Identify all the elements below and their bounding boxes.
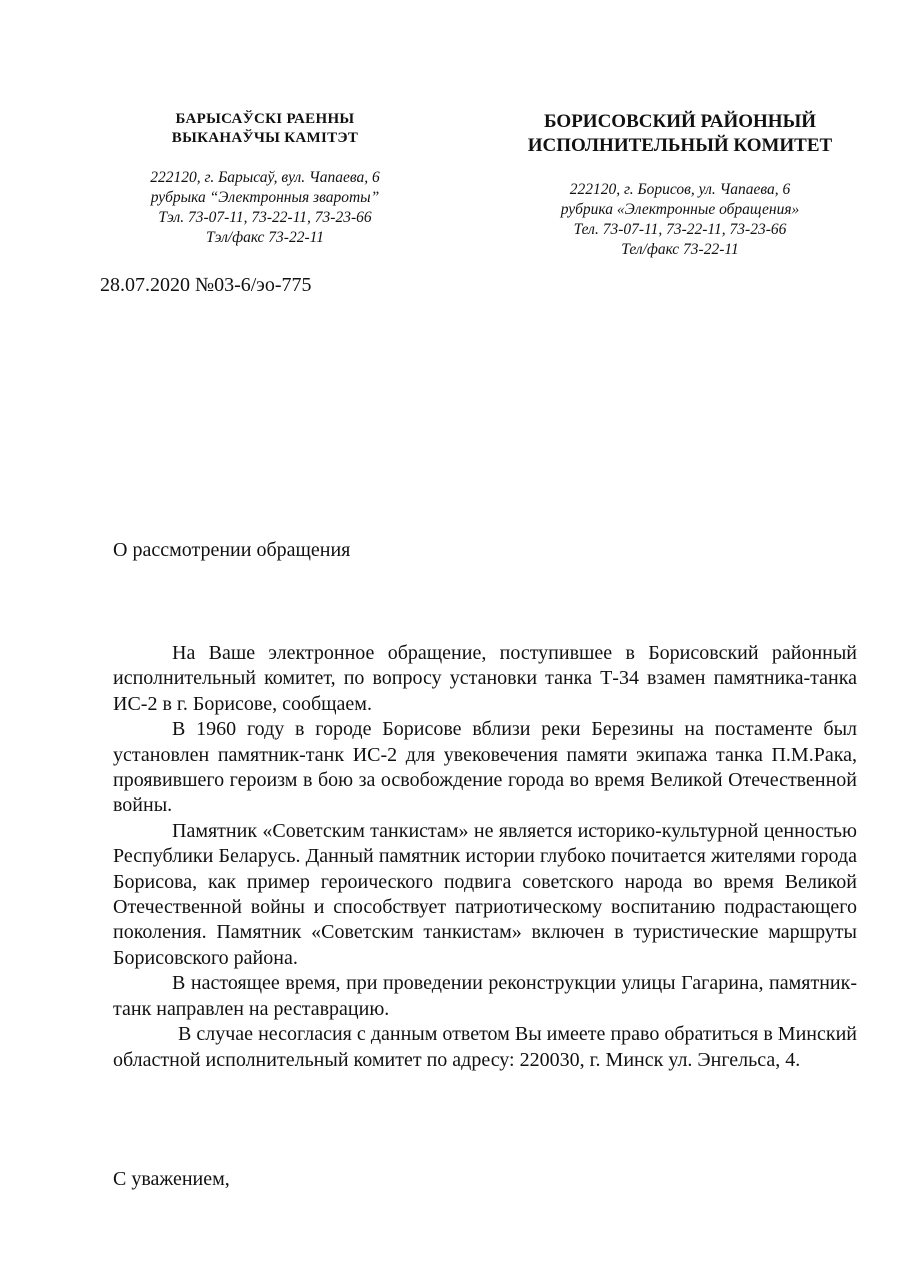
address-block-ru: [500, 180, 860, 260]
body-paragraph: В настоящее время, при проведении реконструкции улицы Гагарина, памятник-танк направлен на реставрацию.: [113, 972, 857, 1020]
org-name-ru-line-2: ИСПОЛНИТЕЛЬНЫЙ КОМИТЕТ: [527, 135, 833, 156]
body-paragraph: В случае несогласия с данным ответом Вы имеете право обратиться в Минский областной исполнительный комитет по адресу: 220030, г. Минск ул. Энгельса, 4.: [113, 1023, 857, 1071]
letterhead-belarusian: [100, 110, 430, 248]
letterhead-russian: [500, 110, 860, 260]
letter-body: [113, 641, 857, 1073]
address-ru-line: 222120, г. Борисов, ул. Чапаева, 6: [569, 181, 791, 198]
body-paragraph: В 1960 году в городе Борисове вблизи реки Березины на постаменте был установлен памятник-танк ИС-2 для увековечения памяти экипажа танка П.М.Рака, проявившего героизм в бою за освобождение города во время Великой Отечественной войны.: [113, 718, 857, 817]
org-name-ru-line-1: БОРИСОВСКИЙ РАЙОННЫЙ: [543, 111, 817, 132]
address-by-line: Тэл/факс 73-22-11: [206, 229, 324, 246]
org-name-by-line-1: БАРЫСАЎСКІ РАЕННЫ: [175, 111, 355, 127]
address-block-by: [100, 168, 430, 248]
address-ru-line: рубрика «Электронные обращения»: [560, 201, 800, 218]
address-by-line: 222120, г. Барысаў, вул. Чапаева, 6: [150, 169, 380, 186]
address-ru-line: Тел/факс 73-22-11: [621, 241, 739, 258]
org-name-by-line-2: ВЫКАНАЎЧЫ КАМІТЭТ: [171, 130, 359, 146]
letter-subject: О рассмотрении обращения: [113, 539, 351, 561]
address-by-line: рубрыка “Электронныя звароты”: [150, 189, 380, 206]
document-reference-number: 28.07.2020 №03-6/эо-775: [100, 274, 312, 296]
address-by-line: Тэл. 73-07-11, 73-22-11, 73-23-66: [158, 209, 372, 226]
body-paragraph: Памятник «Советским танкистам» не является историко-культурной ценностью Республики Беларусь. Данный памятник истории глубоко почитается жителями города Борисова, как пример героического подвига советского народа во время Великой Отечественной войны и способствует патриотическому воспитанию подрастающего поколения. Памятник «Советским танкистам» включен в туристические маршруты Борисовского района.: [113, 819, 857, 969]
closing-salutation: С уважением,: [113, 1168, 230, 1190]
body-paragraph: На Ваше электронное обращение, поступившее в Борисовский районный исполнительный комитет, по вопросу установки танка Т-34 взамен памятника-танка ИС-2 в г. Борисове, сообщаем.: [113, 642, 857, 715]
address-ru-line: Тел. 73-07-11, 73-22-11, 73-23-66: [573, 221, 787, 238]
